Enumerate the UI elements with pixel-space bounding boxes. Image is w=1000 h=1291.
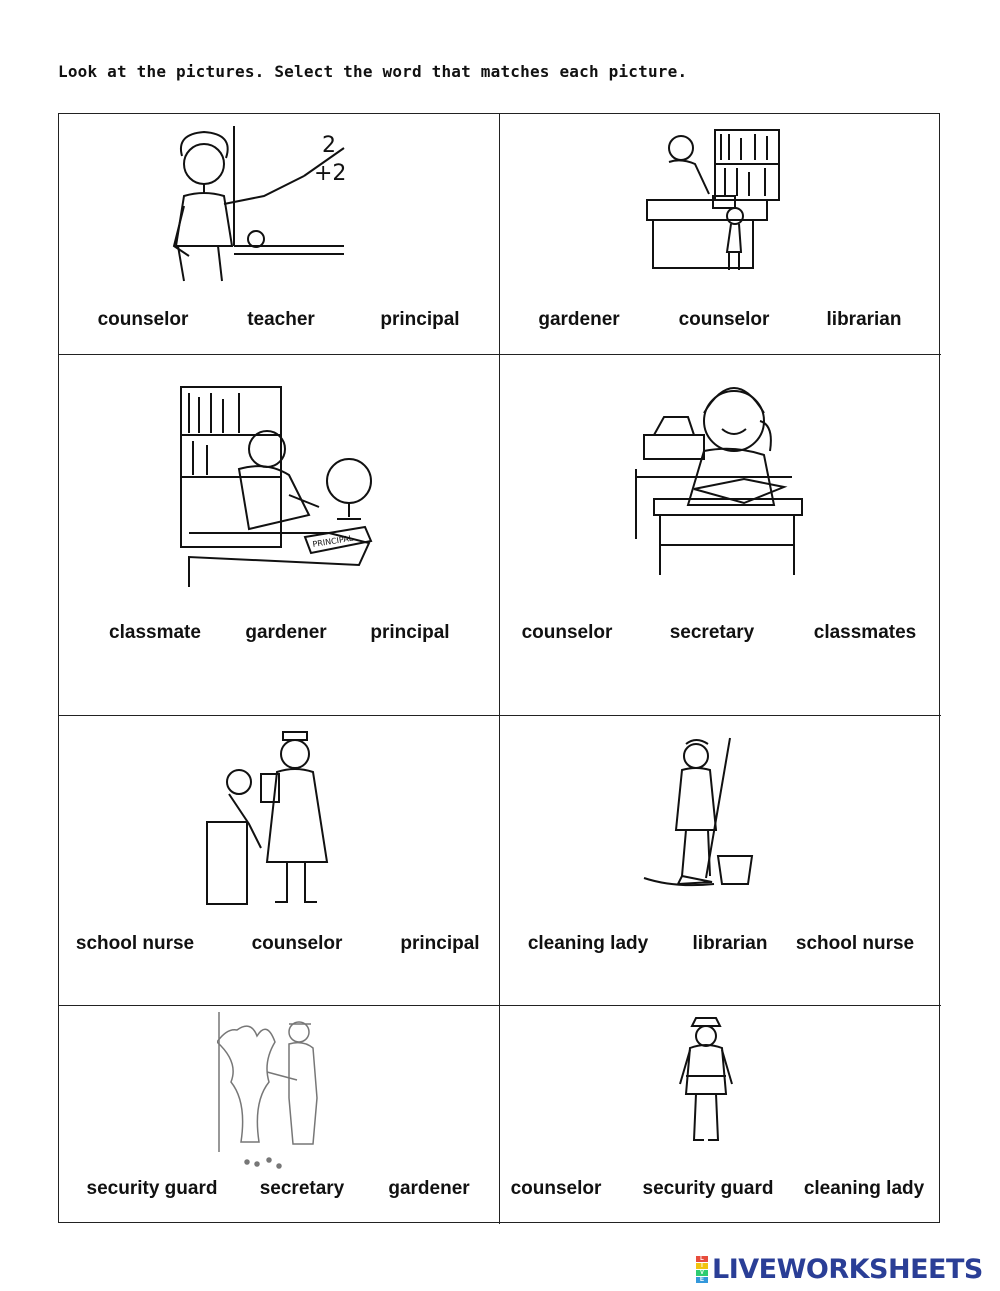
option-secretary[interactable]: secretary [669,622,755,643]
logo-text: LIVEWORKSHEETS [712,1253,983,1285]
picture-cell-3 [59,355,500,716]
logo-block-i: I [696,1263,708,1269]
option-principal[interactable]: principal [400,933,480,954]
picture-cell-4 [500,355,941,716]
option-gardener[interactable]: gardener [388,1178,470,1199]
option-cleaning-lady[interactable]: cleaning lady [527,933,649,954]
option-counselor[interactable]: counselor [97,309,189,330]
picture-cell-8 [500,1006,941,1224]
option-school-nurse[interactable]: school nurse [795,933,915,954]
logo-block-l: L [696,1256,708,1262]
worksheet-grid [58,113,940,1223]
school-nurse-illustration [205,728,335,912]
option-counselor[interactable]: counselor [521,622,613,643]
option-counselor[interactable]: counselor [251,933,343,954]
option-librarian[interactable]: librarian [826,309,902,330]
desk-sign: PRINCIPAL [311,533,354,549]
option-counselor[interactable]: counselor [678,309,770,330]
cleaning-lady-illustration [642,736,758,894]
picture-cell-2 [500,114,941,355]
logo-block-e: E [696,1277,708,1283]
picture-cell-5 [59,716,500,1006]
option-counselor[interactable]: counselor [510,1178,602,1199]
option-secretary[interactable]: secretary [259,1178,345,1199]
option-security-guard[interactable]: security guard [86,1178,218,1199]
option-classmates[interactable]: classmates [813,622,917,643]
option-classmate[interactable]: classmate [109,622,201,643]
instructions-text: Look at the pictures. Select the word that matches each picture. [58,62,688,81]
option-cleaning-lady[interactable]: cleaning lady [803,1178,925,1199]
picture-cell-6 [500,716,941,1006]
picture-cell-1 [59,114,500,355]
logo-block-v: V [696,1270,708,1276]
option-principal[interactable]: principal [380,309,460,330]
security-guard-illustration [676,1016,736,1146]
option-gardener[interactable]: gardener [245,622,327,643]
secretary-illustration [634,369,804,581]
option-gardener[interactable]: gardener [538,309,620,330]
option-teacher[interactable]: teacher [247,309,315,330]
svg-text:2: 2 [322,133,336,158]
option-librarian[interactable]: librarian [692,933,768,954]
option-school-nurse[interactable]: school nurse [75,933,195,954]
teacher-illustration [154,126,354,286]
logo-blocks [696,1256,708,1283]
gardener-illustration [217,1010,353,1172]
svg-text:+2: +2 [314,161,347,186]
option-security-guard[interactable]: security guard [642,1178,774,1199]
principal-illustration [179,385,384,590]
liveworksheets-logo [696,1254,983,1284]
picture-cell-7 [59,1006,500,1224]
librarian-illustration [645,128,785,280]
option-principal[interactable]: principal [370,622,450,643]
